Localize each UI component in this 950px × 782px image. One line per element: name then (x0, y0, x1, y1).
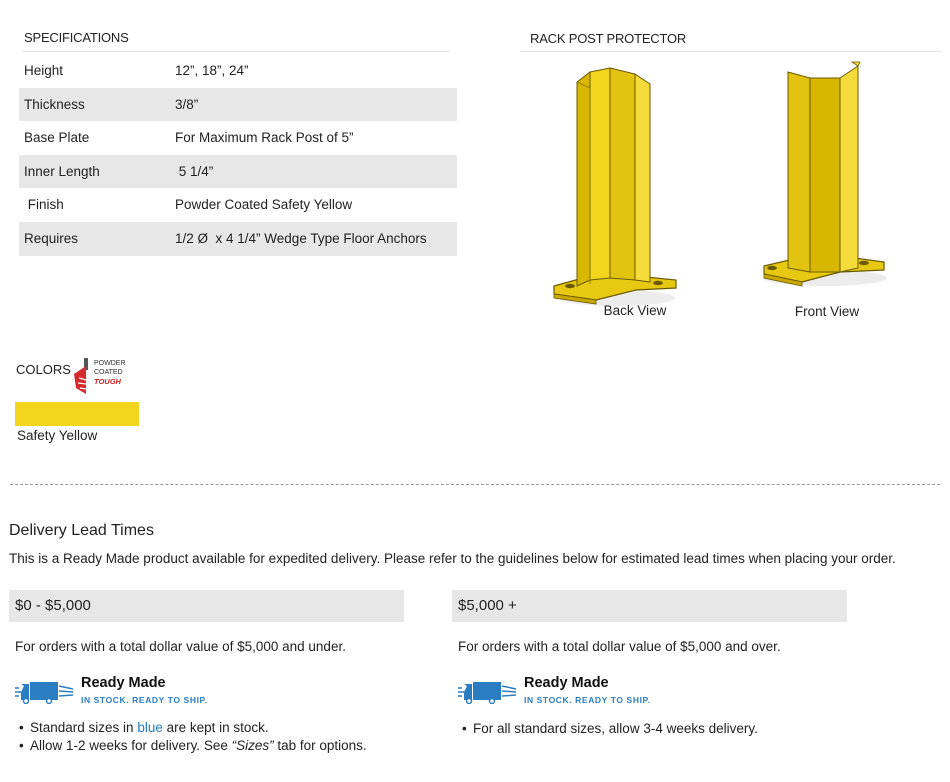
specifications-title: SPECIFICATIONS (24, 30, 129, 45)
delivery-truck-icon (15, 680, 75, 704)
blue-highlight: blue (137, 720, 163, 735)
delivery-description: This is a Ready Made product available for expedited delivery. Please refer to the guidelines below for estimated lead times when placing your order. (9, 551, 896, 566)
spec-value: For Maximum Rack Post of 5” (175, 130, 354, 146)
product-title: RACK POST PROTECTOR (530, 31, 687, 46)
delivery-truck-icon (458, 680, 518, 704)
sizes-tab-reference: “Sizes” (231, 738, 274, 753)
specifications-table (19, 54, 457, 256)
tier-description: For orders with a total dollar value of $5,000 and over. (458, 639, 781, 654)
ready-made-title: Ready Made (81, 675, 166, 691)
spec-label: Height (24, 63, 64, 78)
section-divider (10, 484, 940, 485)
ready-made-badge (458, 674, 698, 708)
tier-header (452, 590, 847, 622)
ready-made-subtitle: IN STOCK. READY TO SHIP. (81, 695, 208, 705)
color-swatch-label: Safety Yellow (17, 428, 98, 443)
badge-line-1: POWDER (94, 360, 126, 367)
delivery-tier-over-5000 (452, 590, 847, 770)
product-divider (520, 51, 942, 52)
back-view-protector (554, 68, 676, 306)
spec-value: 12”, 18”, 24” (175, 63, 249, 78)
spec-label: Requires (24, 230, 79, 246)
spec-row-thickness (19, 88, 457, 122)
spec-label: Inner Length (24, 163, 100, 179)
badge-line-2: COATED (94, 369, 123, 376)
ready-made-subtitle: IN STOCK. READY TO SHIP. (524, 695, 651, 705)
spec-row-requires (19, 222, 457, 256)
tier-header (9, 590, 404, 622)
specifications-divider (22, 51, 450, 52)
tier-description: For orders with a total dollar value of $5,000 and under. (15, 639, 346, 654)
spec-value: Powder Coated Safety Yellow (175, 197, 353, 213)
spec-value: 3/8” (175, 96, 199, 112)
spec-row-base-plate (19, 121, 457, 155)
bullet-item: • Allow 1-2 weeks for delivery. See “Sizes” tab for options. (19, 738, 367, 753)
spec-row-height (19, 54, 457, 88)
colors-title: COLORS (16, 362, 71, 377)
spec-label: Base Plate (24, 130, 90, 146)
front-view-protector (763, 62, 887, 286)
ready-made-title: Ready Made (524, 675, 609, 691)
rack-post-protector-image (540, 58, 920, 328)
spec-row-finish (19, 188, 457, 222)
ready-made-badge (15, 674, 255, 708)
badge-line-3: TOUGH (94, 377, 121, 386)
bullet-item: • For all standard sizes, allow 3-4 weeks delivery. (462, 721, 758, 736)
spec-label: Finish (24, 197, 64, 213)
delivery-tier-under-5000 (9, 590, 404, 770)
tier-range: $0 - $5,000 (15, 597, 91, 614)
bullet-item: • Standard sizes in blue are kept in stock. (19, 720, 269, 735)
spec-value: 1/2 Ø x 4 1/4” Wedge Type Floor Anchors (175, 230, 427, 246)
back-view-label: Back View (603, 303, 667, 318)
spec-label: Thickness (24, 96, 85, 112)
color-swatch-safety-yellow[interactable] (15, 402, 139, 426)
front-view-label: Front View (794, 304, 860, 319)
tier-bullets (462, 721, 758, 739)
tier-bullets (19, 720, 367, 756)
spec-row-inner-length (19, 155, 457, 189)
spec-value: 5 1/4” (175, 163, 214, 179)
powder-coated-tough-logo (70, 356, 136, 396)
tier-range: $5,000 + (458, 597, 517, 614)
delivery-title: Delivery Lead Times (9, 522, 154, 539)
